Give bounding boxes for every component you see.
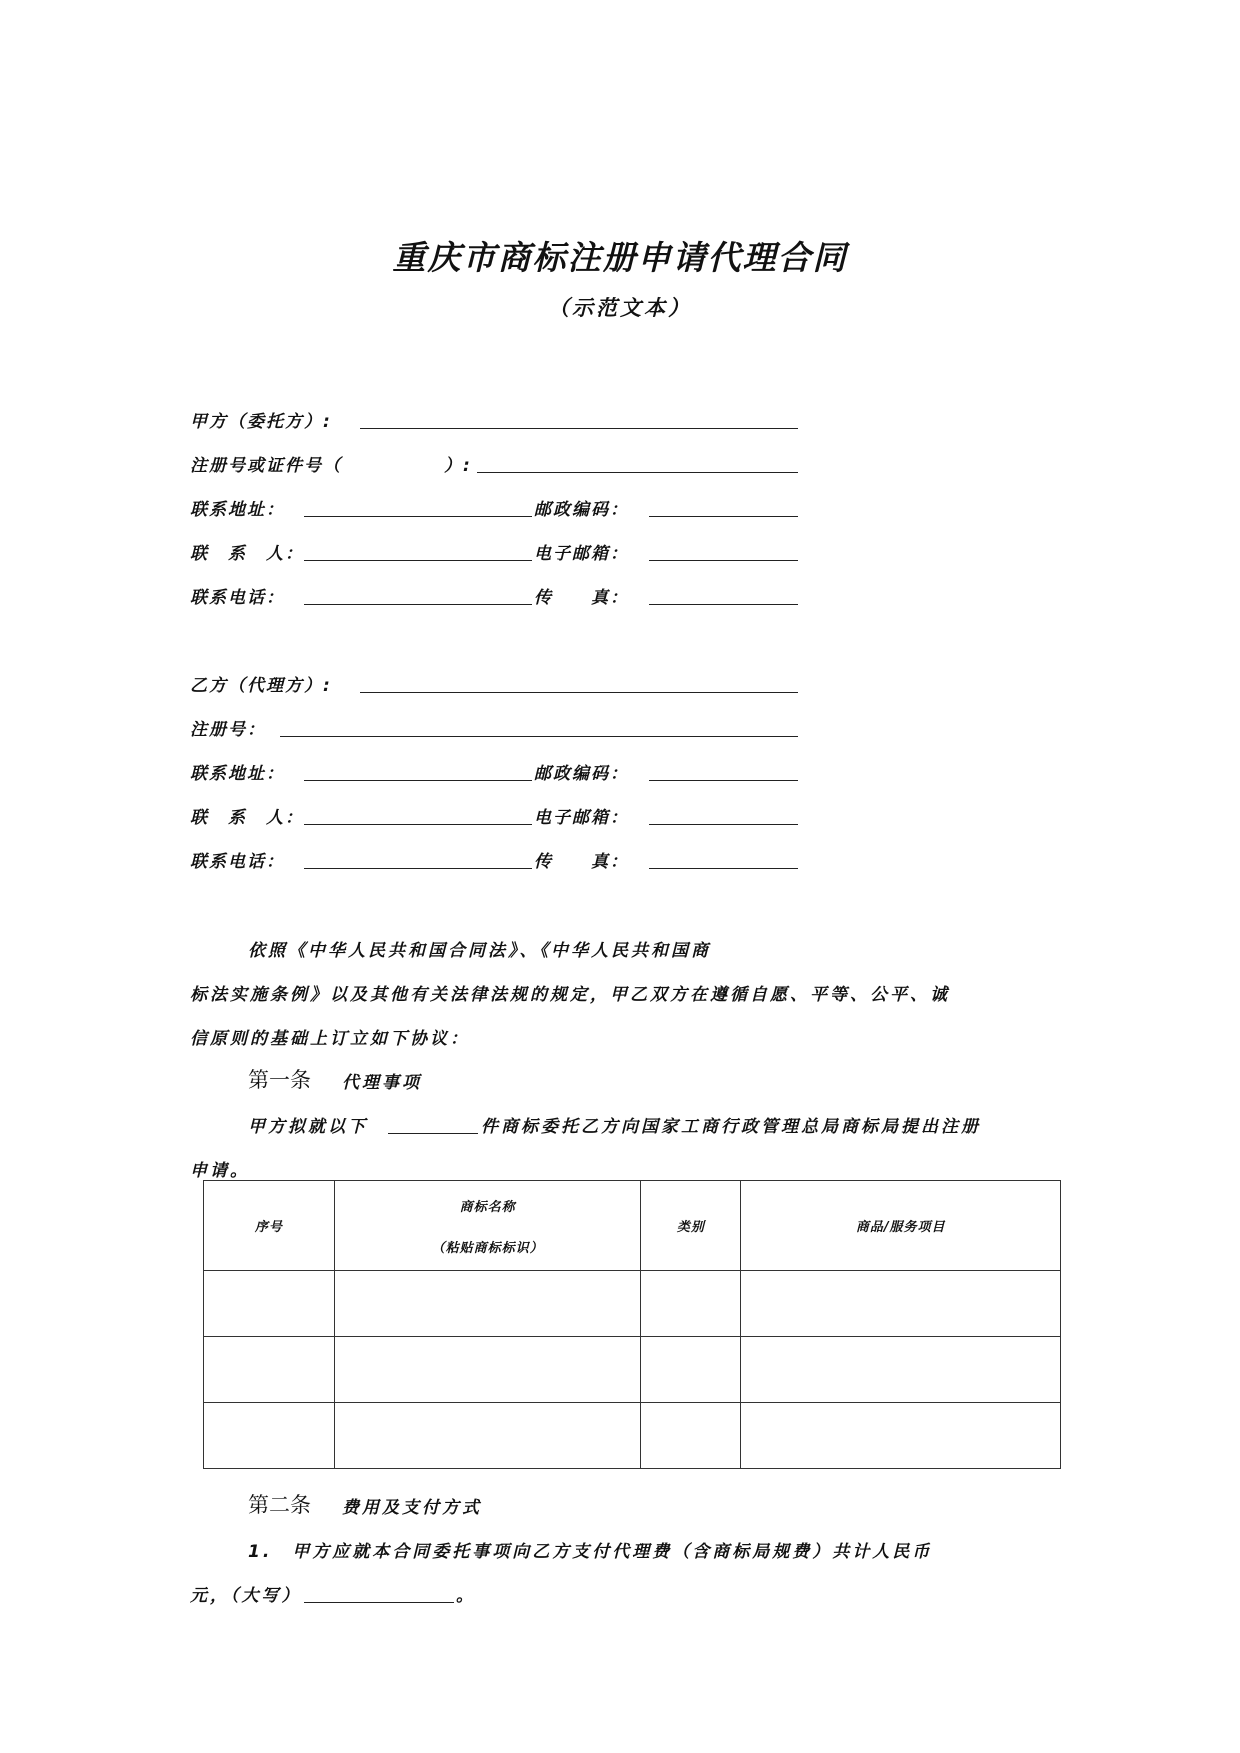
party-b-email-label: 电子邮箱： [534, 808, 629, 828]
intro-line-2: 标法实施条例》以及其他有关法律法规的规定，甲乙双方在遵循自愿、平等、公平、诚 [190, 985, 950, 1005]
table-cell[interactable] [741, 1337, 1061, 1403]
party-a-postcode-label: 邮政编码： [534, 500, 629, 520]
header-goods-services: 商品/服务项目 [741, 1181, 1061, 1271]
party-a-name-label: 甲方（委托方）: [190, 412, 332, 432]
party-b-reg-label: 注册号： [190, 720, 266, 740]
party-a-id-field[interactable] [477, 472, 798, 473]
article-1-number: 第一条 [248, 1068, 311, 1092]
header-trademark-name-label: 商标名称 [459, 1199, 516, 1215]
header-seq: 序号 [204, 1181, 335, 1271]
header-trademark-name-sub: （粘贴商标标识） [431, 1240, 544, 1256]
table-cell[interactable] [204, 1271, 335, 1337]
party-b-postcode-field[interactable] [649, 780, 798, 781]
party-b-fax-field[interactable] [649, 868, 798, 869]
party-b-phone-field[interactable] [304, 868, 532, 869]
table-cell[interactable] [641, 1271, 741, 1337]
party-b-contact-label: 联 系 人： [190, 808, 304, 828]
party-a-address-label: 联系地址： [190, 500, 285, 520]
table-cell[interactable] [741, 1271, 1061, 1337]
party-a-id-label: 注册号或证件号（ [190, 456, 342, 476]
table-row [204, 1337, 1061, 1403]
party-a-name-field[interactable] [360, 428, 798, 429]
party-b-contact-field[interactable] [304, 824, 532, 825]
table-cell[interactable] [204, 1403, 335, 1469]
article-2-item-1-period: 。 [456, 1586, 476, 1606]
party-a-phone-label: 联系电话： [190, 588, 285, 608]
party-a-id-label-close: ）: [444, 456, 472, 476]
party-a-postcode-field[interactable] [649, 516, 798, 517]
table-cell[interactable] [204, 1337, 335, 1403]
party-a-contact-label: 联 系 人： [190, 544, 304, 564]
table-cell[interactable] [334, 1337, 641, 1403]
table-cell[interactable] [741, 1403, 1061, 1469]
intro-line-3: 信原则的基础上订立如下协议： [190, 1029, 470, 1049]
article-1-text-end: 件商标委托乙方向国家工商行政管理总局商标局提出注册 [481, 1117, 981, 1137]
article-2-item-1-line-2: 元，（大写） [190, 1586, 302, 1606]
party-b-name-field[interactable] [360, 692, 798, 693]
party-a-fax-field[interactable] [649, 604, 798, 605]
party-a-fax-label: 传 真： [534, 588, 629, 608]
article-1-heading: 代理事项 [342, 1073, 422, 1093]
party-b-email-field[interactable] [649, 824, 798, 825]
intro-line-1: 依照《中华人民共和国合同法》、《中华人民共和国商 [248, 941, 711, 961]
party-b-address-label: 联系地址： [190, 764, 285, 784]
table-cell[interactable] [334, 1403, 641, 1469]
document-title: 重庆市商标注册申请代理合同 [392, 238, 848, 277]
party-a-contact-field[interactable] [304, 560, 532, 561]
article-1-text-start: 甲方拟就以下 [248, 1117, 368, 1137]
table-cell[interactable] [641, 1337, 741, 1403]
party-a-email-field[interactable] [649, 560, 798, 561]
party-b-address-field[interactable] [304, 780, 532, 781]
article-1-text-line-2: 申请。 [190, 1161, 250, 1181]
party-b-phone-label: 联系电话： [190, 852, 285, 872]
table-header-row [204, 1181, 1061, 1271]
table-cell[interactable] [334, 1271, 641, 1337]
document-subtitle: （示范文本） [548, 296, 692, 320]
party-b-name-label: 乙方（代理方）: [190, 676, 332, 696]
article-2-number: 第二条 [248, 1493, 311, 1517]
table-row [204, 1403, 1061, 1469]
party-b-fax-label: 传 真： [534, 852, 629, 872]
party-b-postcode-label: 邮政编码： [534, 764, 629, 784]
table-row [204, 1271, 1061, 1337]
fee-amount-uppercase-field[interactable] [304, 1602, 454, 1603]
trademark-table [203, 1180, 1061, 1469]
party-b-reg-field[interactable] [280, 736, 798, 737]
header-trademark-name [334, 1181, 641, 1271]
party-a-address-field[interactable] [304, 516, 532, 517]
trademark-count-field[interactable] [388, 1133, 478, 1134]
table-cell[interactable] [641, 1403, 741, 1469]
party-a-email-label: 电子邮箱： [534, 544, 629, 564]
article-2-item-1-line-1: 1. 甲方应就本合同委托事项向乙方支付代理费（含商标局规费）共计人民币 [248, 1542, 933, 1562]
party-a-phone-field[interactable] [304, 604, 532, 605]
article-2-heading: 费用及支付方式 [342, 1498, 482, 1518]
header-class: 类别 [641, 1181, 741, 1271]
